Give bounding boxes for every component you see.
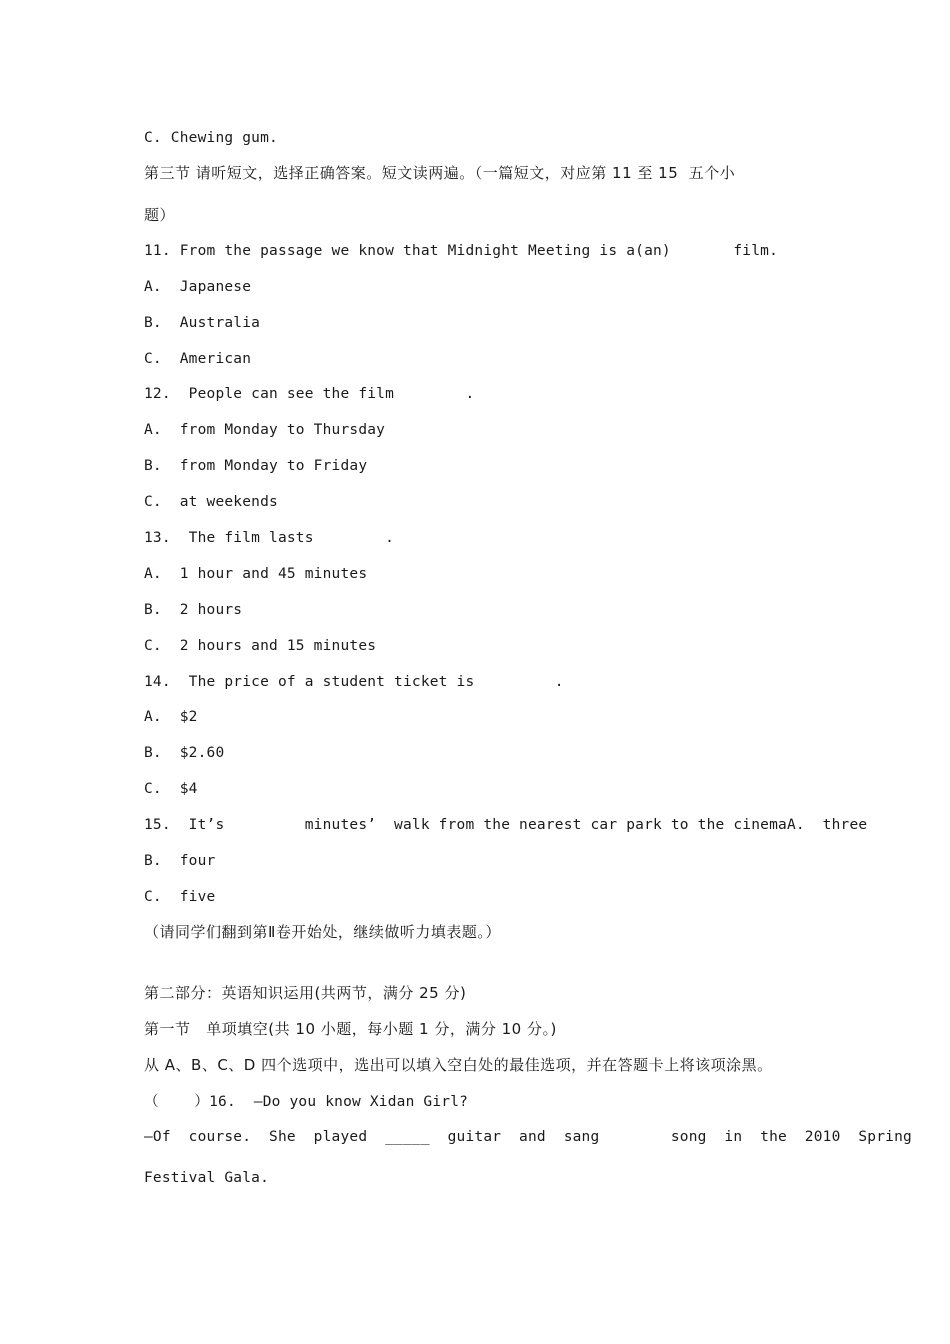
question-13-option-a: A. 1 hour and 45 minutes [144,566,368,582]
question-12-option-c: C. at weekends [144,494,278,510]
question-13: 13. The film lasts . [144,530,395,546]
question-12-option-b: B. from Monday to Friday [144,458,368,474]
question-12: 12. People can see the film . [144,386,475,402]
question-14-option-c: C. $4 [144,781,198,797]
question-16-answer-line: —Of course. She played _____ guitar and sang song in the 2010 Spring [144,1129,912,1145]
question-14: 14. The price of a student ticket is . [144,674,564,690]
section-1-heading: 第一节 单项填空(共 10 小题，每小题 1 分，满分 10 分。) [144,1020,557,1038]
turn-page-note: （请同学们翻到第Ⅱ卷开始处，继续做听力填表题。） [144,923,501,941]
question-14-option-b: B. $2.60 [144,745,225,761]
question-15: 15. It’s minutes’ walk from the nearest car park to the cinemaA. three [144,817,868,833]
part-2-heading: 第二部分：英语知识运用(共两节，满分 25 分) [144,984,467,1002]
section-3-instructions-cont: 题） [144,206,176,224]
question-11-option-a: A. Japanese [144,279,252,295]
question-11-option-b: B. Australia [144,315,261,331]
question-13-option-b: B. 2 hours [144,602,243,618]
question-13-option-c: C. 2 hours and 15 minutes [144,638,377,654]
question-16: （ ）16. —Do you know Xidan Girl? [144,1094,469,1110]
question-11: 11. From the passage we know that Midnight Meeting is a(an) film. [144,243,779,259]
question-12-option-a: A. from Monday to Thursday [144,422,386,438]
section-3-instructions: 第三节 请听短文，选择正确答案。短文读两遍。（一篇短文，对应第 11 至 15 五个小 [144,164,736,182]
question-15-option-b: B. four [144,853,216,869]
question-15-option-c: C. five [144,889,216,905]
question-16-answer-line-cont: Festival Gala. [144,1170,270,1186]
question-11-option-c: C. American [144,351,252,367]
section-1-instructions: 从 A、B、C、D 四个选项中，选出可以填入空白处的最佳选项，并在答题卡上将该项涂黑。 [144,1056,773,1074]
option-c-chewing-gum: C. Chewing gum. [144,130,278,146]
question-14-option-a: A. $2 [144,709,198,725]
